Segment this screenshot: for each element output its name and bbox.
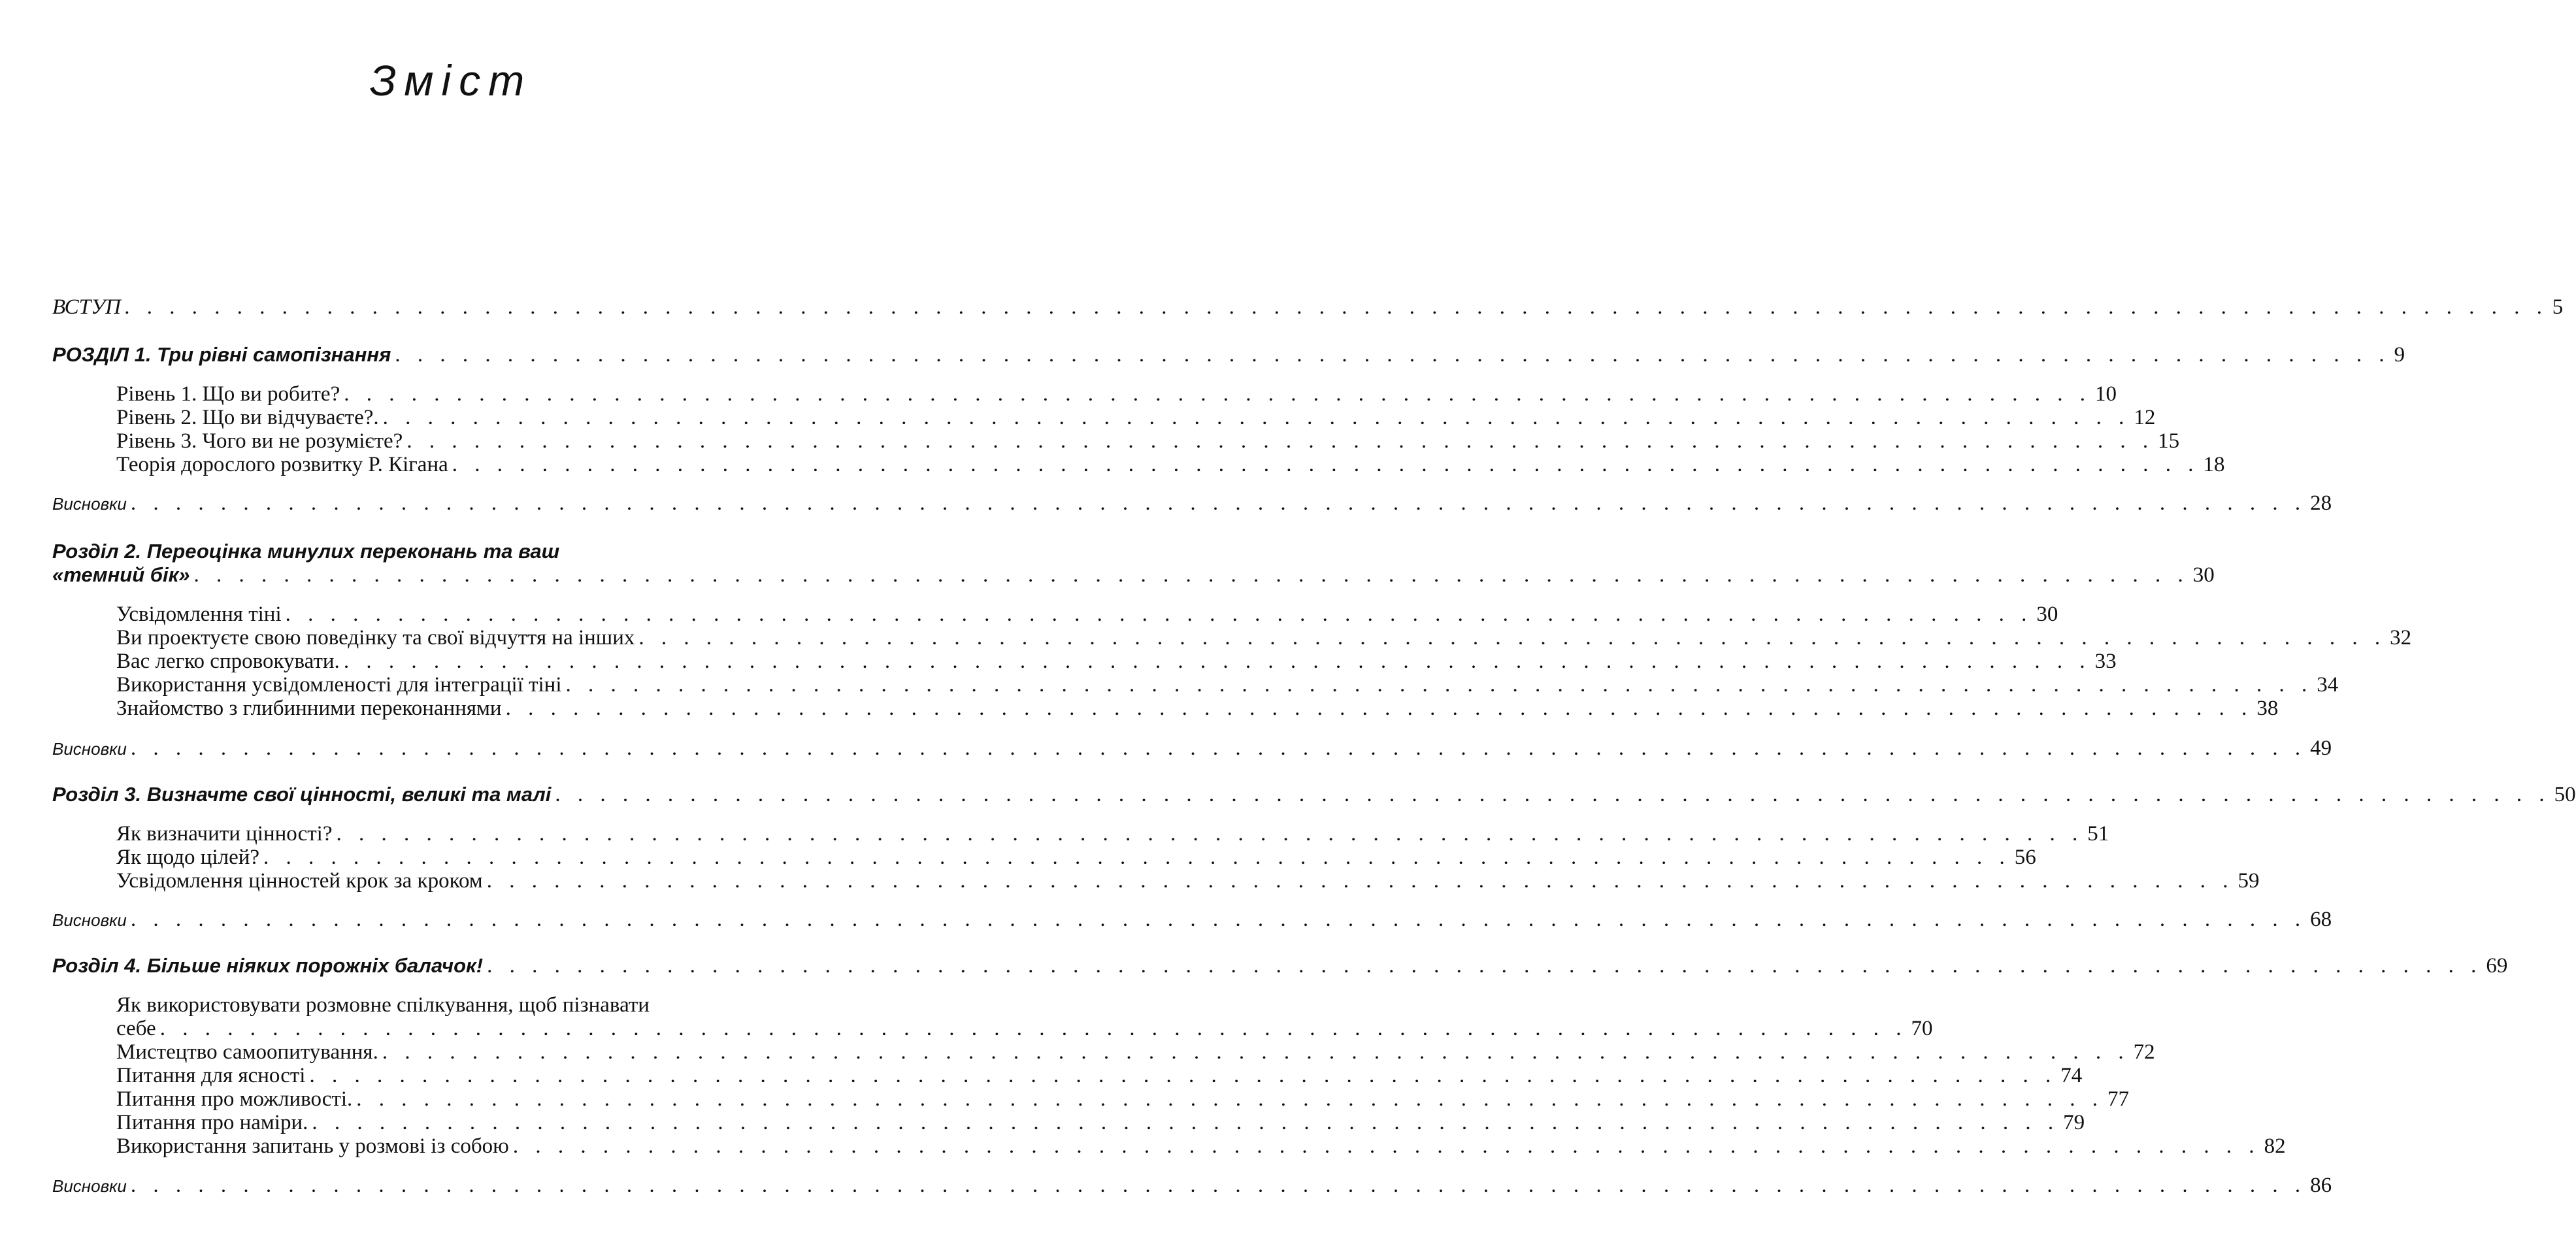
toc-entry-label: Мистецтво самоопитування. <box>116 1040 378 1064</box>
dot-leader: . . . . . . . . . . . . . . . . . . . . . . . . . . . . . . . . . . . . . . . . . . . . . . . . . . . . . . . . . . . . . . . . . . . . . . . . . . . . . . <box>263 846 2011 869</box>
toc-chapter-label: «темний бік» <box>52 563 190 586</box>
dot-leader: . . . . . . . . . . . . . . . . . . . . . . . . . . . . . . . . . . . . . . . . . . . . . . . . . . . . . . . . . . . . . . . . . . . . . . . . . . . . . . <box>285 602 2033 626</box>
toc-chapter-page: 50 <box>2554 783 2576 806</box>
dot-leader: . . . . . . . . . . . . . . . . . . . . . . . . . . . . . . . . . . . . . . . . . . . . . . . . . . . . . . . . . . . . . . . . . . . . . . . . . . . . . . . . . . . . . . . . . <box>487 954 2483 978</box>
toc-entry[interactable] <box>116 1064 2083 1088</box>
toc-entry-page: 49 <box>2310 736 2332 760</box>
toc-conclusion[interactable] <box>52 908 2332 932</box>
toc-entry-page: 18 <box>2203 453 2225 476</box>
toc-entry-page: 77 <box>2107 1087 2130 1111</box>
toc-entry[interactable] <box>116 650 2117 674</box>
toc-entry-label: Як щодо цілей? <box>116 846 260 869</box>
page-title: Зміст <box>369 56 533 105</box>
dot-leader: . . . . . . . . . . . . . . . . . . . . . . . . . . . . . . . . . . . . . . . . . . . . . . . . . . . . . . . . . . . . . . . . . . . . . . . . . . . . . . <box>406 429 2155 453</box>
dot-leader: . . . . . . . . . . . . . . . . . . . . . . . . . . . . . . . . . . . . . . . . . . . . . . . . . . . . . . . . . . . . . . . . . . . . . . . . . . . . . . <box>486 869 2234 893</box>
toc-chapter-page: 9 <box>2394 343 2405 367</box>
toc-entry[interactable] <box>116 697 2279 721</box>
dot-leader: . . . . . . . . . . . . . . . . . . . . . . . . . . . . . . . . . . . . . . . . . . . . . . . . . . . . . . . . . . . . . . . . . . . . . . . . . . . . . . <box>343 650 2091 673</box>
toc-entry-label: Усвідомлення тіні <box>116 602 282 626</box>
toc-chapter-label: Розділ 4. Більше ніяких порожніх балачок! <box>52 954 484 977</box>
toc-entry[interactable] <box>116 1134 2286 1159</box>
dot-leader: . . . . . . . . . . . . . . . . . . . . . . . . . . . . . . . . . . . . . . . . . . . . . . . . . . . . . . . . . . . . . . . . . . . . . . . . . . . . . . <box>312 1111 2060 1134</box>
toc-entry-label: Усвідомлення цінностей крок за кроком <box>116 869 483 893</box>
toc-entry[interactable] <box>116 1111 2085 1135</box>
toc-entry-label: Використання усвідомленості для інтеграції тіні <box>116 673 562 697</box>
toc-entry-page: 33 <box>2094 650 2117 673</box>
dot-leader: . . . . . . . . . . . . . . . . . . . . . . . . . . . . . . . . . . . . . . . . . . . . . . . . . . . . . . . . . . . . . . . . . . . . . . . . . . . . . . <box>505 697 2253 720</box>
toc-entry[interactable] <box>116 1017 1933 1041</box>
toc-entry-label: Рівень 1. Що ви робите? <box>116 382 340 406</box>
dot-leader: . . . . . . . . . . . . . . . . . . . . . . . . . . . . . . . . . . . . . . . . . . . . . . . . . . . . . . . . . . . . . . . . . . . . . . . . . . . . . . <box>356 1087 2104 1111</box>
toc-entry-label: Теорія дорослого розвитку Р. Кігана <box>116 453 448 476</box>
toc-entry[interactable] <box>116 822 2109 846</box>
toc-entry-label: Висновки <box>52 739 127 759</box>
toc-entry-label: Знайомство з глибинними переконаннями <box>116 697 502 720</box>
toc-entry-label: Висновки <box>52 1176 127 1196</box>
dot-leader: . . . . . . . . . . . . . . . . . . . . . . . . . . . . . . . . . . . . . . . . . . . . . . . . . . . . . . . . . . . . . . . . . . . . . . . . . . . . . . . . . . . . . . . . . . . . . . . . . <box>130 491 2307 515</box>
toc-entry-label: Питання для ясності <box>116 1064 306 1087</box>
toc-entry-label: Рівень 2. Що ви відчуваєте?. <box>116 406 379 429</box>
toc-chapter-4[interactable] <box>52 954 2508 978</box>
toc-entry-page: 30 <box>2036 602 2058 626</box>
toc-entry-page: 51 <box>2087 822 2109 846</box>
toc-entry-page: 79 <box>2063 1111 2085 1134</box>
toc-entry[interactable] <box>116 1087 2130 1112</box>
toc-entry[interactable] <box>116 382 2117 406</box>
toc-entry-label: Використання запитань у розмові із собою <box>116 1134 509 1158</box>
toc-entry-page: 56 <box>2014 846 2036 869</box>
toc-entry-page: 70 <box>1911 1017 1933 1040</box>
toc-entry[interactable] <box>116 602 2058 627</box>
dot-leader: . . . . . . . . . . . . . . . . . . . . . . . . . . . . . . . . . . . . . . . . . . . . . . . . . . . . . . . . . . . . . . . . . . . . . . . . . . . . . . . . . . . . . . . . . <box>555 783 2551 806</box>
dot-leader: . . . . . . . . . . . . . . . . . . . . . . . . . . . . . . . . . . . . . . . . . . . . . . . . . . . . . . . . . . . . . . . . . . . . . . . . . . . . . . . . . . . . . . . . . . . . . . . . . <box>130 1174 2307 1197</box>
toc-chapter-3[interactable] <box>52 783 2576 807</box>
toc-entry-page: 59 <box>2237 869 2260 893</box>
toc-entry-label: Ви проектуєте свою поведінку та свої відчуття на інших <box>116 626 635 650</box>
toc-chapter-1[interactable] <box>52 343 2405 367</box>
toc-entry-label: себе <box>116 1017 156 1040</box>
toc-chapter-page: 30 <box>2192 563 2215 587</box>
toc-entry-page: 15 <box>2158 429 2180 453</box>
toc-chapter-2-line1[interactable]: Розділ 2. Переоцінка минулих переконань та ваш <box>52 540 560 563</box>
toc-entry-page: 74 <box>2060 1064 2083 1087</box>
dot-leader: . . . . . . . . . . . . . . . . . . . . . . . . . . . . . . . . . . . . . . . . . . . . . . . . . . . . . . . . . . . . . . . . . . . . . . . . . . . . . . <box>159 1017 1907 1040</box>
toc-conclusion[interactable] <box>52 736 2332 761</box>
dot-leader: . . . . . . . . . . . . . . . . . . . . . . . . . . . . . . . . . . . . . . . . . . . . . . . . . . . . . . . . . . . . . . . . . . . . . . . . . . . . . . <box>344 382 2091 406</box>
toc-entry-page: 34 <box>2317 673 2339 697</box>
toc-entry[interactable] <box>116 869 2260 893</box>
toc-entry-label: Питання про наміри. <box>116 1111 308 1134</box>
toc-entry-page: 82 <box>2264 1134 2286 1158</box>
toc-entry-page: 10 <box>2094 382 2117 406</box>
toc-entry[interactable] <box>116 1040 2155 1064</box>
toc-entry-page: 12 <box>2134 406 2156 429</box>
dot-leader: . . . . . . . . . . . . . . . . . . . . . . . . . . . . . . . . . . . . . . . . . . . . . . . . . . . . . . . . . . . . . . . . . . . . . . . . . . . . . . . . . . . . . . . . . <box>193 563 2189 587</box>
toc-entry[interactable] <box>116 429 2180 454</box>
toc-entry-line1[interactable]: Як використовувати розмовне спілкування, щоб пізнавати <box>116 993 650 1017</box>
dot-leader: . . . . . . . . . . . . . . . . . . . . . . . . . . . . . . . . . . . . . . . . . . . . . . . . . . . . . . . . . . . . . . . . . . . . . . . . . . . . . . . . . . . . . . . . . . . . . . . . . . . . . . . . . . . . <box>125 295 2549 319</box>
toc-entry-intro[interactable] <box>52 295 2564 320</box>
dot-leader: . . . . . . . . . . . . . . . . . . . . . . . . . . . . . . . . . . . . . . . . . . . . . . . . . . . . . . . . . . . . . . . . . . . . . . . . . . . . . . <box>452 453 2200 476</box>
toc-conclusion[interactable] <box>52 491 2332 516</box>
toc-entry-label: Вас легко спровокувати. <box>116 650 340 673</box>
dot-leader: . . . . . . . . . . . . . . . . . . . . . . . . . . . . . . . . . . . . . . . . . . . . . . . . . . . . . . . . . . . . . . . . . . . . . . . . . . . . . . . . . . . . . . . . . . . . . . . . . <box>130 908 2307 931</box>
toc-entry[interactable] <box>116 453 2225 477</box>
toc-entry-page: 32 <box>2390 626 2412 650</box>
toc-chapter-page: 69 <box>2486 954 2508 978</box>
dot-leader: . . . . . . . . . . . . . . . . . . . . . . . . . . . . . . . . . . . . . . . . . . . . . . . . . . . . . . . . . . . . . . . . . . . . . . . . . . . . . . <box>309 1064 2057 1087</box>
toc-entry-page: 68 <box>2310 908 2332 931</box>
toc-entry-label: ВСТУП <box>52 295 122 319</box>
dot-leader: . . . . . . . . . . . . . . . . . . . . . . . . . . . . . . . . . . . . . . . . . . . . . . . . . . . . . . . . . . . . . . . . . . . . . . . . . . . . . . <box>512 1134 2260 1158</box>
toc-entry-page: 72 <box>2133 1040 2155 1064</box>
toc-entry[interactable] <box>116 846 2036 870</box>
toc-entry-page: 5 <box>2552 295 2564 319</box>
toc-entry-label: Висновки <box>52 910 127 930</box>
toc-entry[interactable] <box>116 626 2412 650</box>
dot-leader: . . . . . . . . . . . . . . . . . . . . . . . . . . . . . . . . . . . . . . . . . . . . . . . . . . . . . . . . . . . . . . . . . . . . . . . . . . . . . . <box>382 1040 2130 1064</box>
toc-entry-label: Рівень 3. Чого ви не розумієте? <box>116 429 403 453</box>
toc-entry-label: Як визначити цінності? <box>116 822 333 846</box>
dot-leader: . . . . . . . . . . . . . . . . . . . . . . . . . . . . . . . . . . . . . . . . . . . . . . . . . . . . . . . . . . . . . . . . . . . . . . . . . . . . . . . . . . . . . . . . . . . . . . . . . <box>130 736 2307 760</box>
toc-entry[interactable] <box>116 673 2339 697</box>
toc-entry-label: Питання про можливості. <box>116 1087 353 1111</box>
dot-leader: . . . . . . . . . . . . . . . . . . . . . . . . . . . . . . . . . . . . . . . . . . . . . . . . . . . . . . . . . . . . . . . . . . . . . . . . . . . . . . <box>565 673 2313 697</box>
dot-leader: . . . . . . . . . . . . . . . . . . . . . . . . . . . . . . . . . . . . . . . . . . . . . . . . . . . . . . . . . . . . . . . . . . . . . . . . . . . . . . <box>382 406 2130 429</box>
dot-leader: . . . . . . . . . . . . . . . . . . . . . . . . . . . . . . . . . . . . . . . . . . . . . . . . . . . . . . . . . . . . . . . . . . . . . . . . . . . . . . <box>336 822 2084 846</box>
toc-entry-page: 38 <box>2256 697 2279 720</box>
toc-chapter-label: Розділ 3. Визначте свої цінності, великі та малі <box>52 783 552 806</box>
toc-entry-page: 28 <box>2310 491 2332 515</box>
dot-leader: . . . . . . . . . . . . . . . . . . . . . . . . . . . . . . . . . . . . . . . . . . . . . . . . . . . . . . . . . . . . . . . . . . . . . . . . . . . . . . . . . . . . . . . . . <box>395 343 2390 367</box>
dot-leader: . . . . . . . . . . . . . . . . . . . . . . . . . . . . . . . . . . . . . . . . . . . . . . . . . . . . . . . . . . . . . . . . . . . . . . . . . . . . . . <box>638 626 2386 650</box>
toc-entry-page: 86 <box>2310 1174 2332 1197</box>
toc-conclusion[interactable] <box>52 1174 2332 1198</box>
toc-entry[interactable] <box>116 406 2156 430</box>
toc-entry-label: Висновки <box>52 494 127 514</box>
toc-chapter-2[interactable] <box>52 563 2215 587</box>
toc-chapter-label: РОЗДІЛ 1. Три рівні самопізнання <box>52 343 391 366</box>
